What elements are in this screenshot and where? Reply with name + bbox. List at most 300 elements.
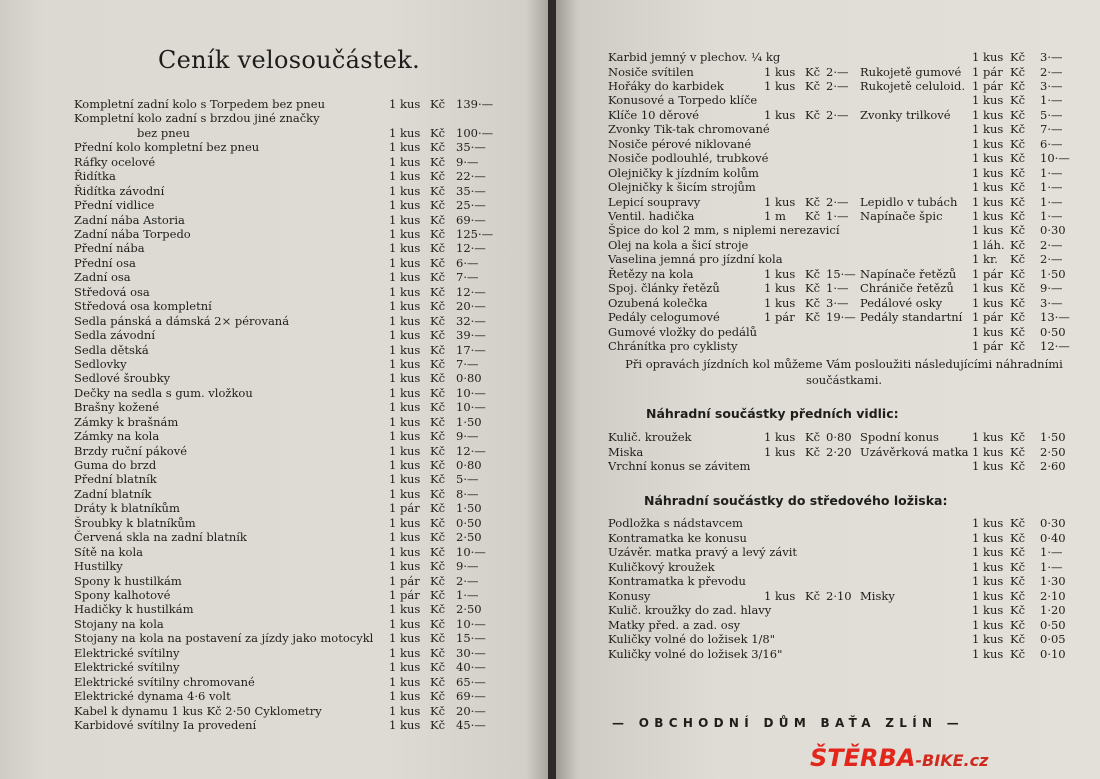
price-row <box>74 602 514 616</box>
watermark-part1: ŠTĚRBA <box>810 744 916 772</box>
item-price: 69·— <box>456 212 486 227</box>
item-price: 19·— <box>826 310 856 325</box>
item-price: 3·— <box>1040 50 1063 64</box>
item-quantity: 1 kus <box>389 328 421 342</box>
item-name: Guma do brzd <box>74 458 157 472</box>
item-name: Spoj. články řetězů <box>608 281 720 296</box>
item-currency: Kč <box>430 140 446 155</box>
item-price: 1·50 <box>1040 266 1066 281</box>
item-name: Nosiče pérové niklované <box>608 136 752 151</box>
price-row <box>608 79 1086 93</box>
item-currency: Kč <box>1010 281 1026 296</box>
price-row <box>74 140 514 154</box>
item-quantity: 1 kus <box>972 281 1004 296</box>
price-row <box>608 93 1086 107</box>
item-quantity: 1 kus <box>764 266 796 281</box>
item-price: 1·— <box>1040 559 1063 574</box>
item-name: Sedlovky <box>74 356 127 371</box>
price-row <box>74 328 514 342</box>
item-name: Dečky na sedla s gum. vložkou <box>74 385 253 400</box>
item-currency: Kč <box>430 125 446 140</box>
item-name: Sedla pánská a dámská 2× pérovaná <box>74 313 290 328</box>
item-name: Chrániče řetězů <box>860 281 954 296</box>
item-currency: Kč <box>1010 252 1026 267</box>
book-gutter <box>548 0 556 779</box>
item-currency: Kč <box>1010 324 1026 339</box>
item-price: 13·— <box>1040 310 1070 325</box>
item-name: Kontramatka k převodu <box>608 574 746 588</box>
price-row <box>608 137 1086 151</box>
item-currency: Kč <box>805 430 821 444</box>
item-price: 1·50 <box>456 414 482 429</box>
item-quantity: 1 kus <box>972 151 1004 166</box>
item-currency: Kč <box>805 208 821 223</box>
item-quantity: 1 kus <box>972 136 1004 151</box>
price-row <box>608 516 1086 530</box>
item-currency: Kč <box>430 212 446 227</box>
price-row <box>608 151 1086 165</box>
price-row <box>74 516 514 530</box>
price-row <box>608 647 1086 661</box>
price-row <box>608 325 1086 339</box>
item-currency: Kč <box>1010 50 1026 64</box>
item-price: 69·— <box>456 689 486 703</box>
item-name: Elektrické dynama 4·6 volt <box>74 689 231 703</box>
item-quantity: 1 kus <box>972 93 1004 108</box>
item-currency: Kč <box>805 444 821 459</box>
item-price: 12·— <box>456 443 486 458</box>
price-row <box>74 545 514 559</box>
item-quantity: 1 kus <box>389 703 421 718</box>
item-name: Sítě na kola <box>74 544 143 559</box>
price-row <box>74 184 514 198</box>
price-row <box>608 445 1086 459</box>
item-currency: Kč <box>430 703 446 718</box>
item-name: Podložka s nádstavcem <box>608 516 743 530</box>
item-quantity: 1 kus <box>389 544 421 559</box>
item-name: Chránítka pro cyklisty <box>608 339 738 353</box>
item-quantity: 1 kus <box>972 295 1004 310</box>
item-quantity: 1 kus <box>972 180 1004 194</box>
item-currency: Kč <box>430 573 446 588</box>
item-currency: Kč <box>1010 603 1026 617</box>
item-currency: Kč <box>805 588 821 603</box>
item-name: Spony kalhotové <box>74 588 171 602</box>
item-price: 20·— <box>456 299 486 314</box>
item-name: Přední osa <box>74 255 136 270</box>
item-price: 6·— <box>456 255 479 270</box>
item-price: 3·— <box>826 295 849 310</box>
item-quantity: 1 kus <box>764 64 796 79</box>
item-quantity: 1 kus <box>972 530 1004 545</box>
item-quantity: 1 kus <box>389 125 421 140</box>
item-price: 7·— <box>456 356 479 371</box>
price-row <box>74 588 514 602</box>
item-price: 0·10 <box>1040 646 1066 661</box>
item-name: Kompletní kolo zadní s brzdou jiné značky <box>74 111 320 126</box>
price-row <box>74 559 514 573</box>
item-quantity: 1 kus <box>972 632 1004 646</box>
item-currency: Kč <box>430 313 446 328</box>
item-price: 2·— <box>826 194 849 209</box>
item-quantity: 1 kus <box>389 414 421 429</box>
item-name: Pedály standartní <box>860 310 963 325</box>
item-price: 10·— <box>456 400 486 415</box>
item-currency: Kč <box>1010 122 1026 137</box>
item-quantity: 1 kus <box>764 194 796 209</box>
price-row <box>608 632 1086 646</box>
item-price: 0·40 <box>1040 530 1066 545</box>
item-currency: Kč <box>430 328 446 342</box>
item-name: Karbid jemný v plechov. ¼ kg <box>608 50 781 64</box>
item-currency: Kč <box>430 169 446 184</box>
item-currency: Kč <box>1010 632 1026 646</box>
price-row <box>74 444 514 458</box>
item-name: Konusy <box>608 588 651 603</box>
section-heading-front-fork: Náhradní součástky předních vidlic: <box>646 406 899 421</box>
item-price: 1·— <box>1040 208 1063 223</box>
item-name: Řidítka závodní <box>74 183 165 198</box>
price-row <box>74 689 514 703</box>
item-name: Kuličky volné do ložisek 1/8" <box>608 632 776 646</box>
item-price: 1·— <box>826 281 849 296</box>
item-price: 2·— <box>826 107 849 122</box>
item-price: 10·— <box>456 385 486 400</box>
item-name: Vaselina jemná pro jízdní kola <box>608 252 783 267</box>
item-currency: Kč <box>430 486 446 501</box>
item-name: Elektrické svítilny chromované <box>74 674 255 689</box>
item-quantity: 1 kus <box>389 313 421 328</box>
item-price: 2·10 <box>826 588 852 603</box>
price-row <box>74 357 514 371</box>
item-quantity: 1 kus <box>972 430 1004 444</box>
item-currency: Kč <box>430 515 446 530</box>
item-quantity: 1 kus <box>389 631 421 646</box>
item-name: Pedálové osky <box>860 295 943 310</box>
item-price: 40·— <box>456 660 486 675</box>
item-price: 0·50 <box>456 515 482 530</box>
item-price: 17·— <box>456 342 486 357</box>
price-row <box>74 213 514 227</box>
item-price: 35·— <box>456 183 486 198</box>
item-quantity: 1 kus <box>972 588 1004 603</box>
item-currency: Kč <box>805 266 821 281</box>
item-quantity: 1 kus <box>389 717 421 732</box>
item-currency: Kč <box>1010 136 1026 151</box>
item-quantity: 1 kus <box>389 660 421 675</box>
item-price: 0·80 <box>456 458 482 472</box>
price-row <box>608 252 1086 266</box>
item-currency: Kč <box>1010 266 1026 281</box>
item-quantity: 1 kus <box>972 107 1004 122</box>
item-currency: Kč <box>430 154 446 169</box>
price-row <box>74 487 514 501</box>
item-quantity: 1 kus <box>764 281 796 296</box>
item-quantity: 1 kus <box>972 617 1004 632</box>
item-name: Hořáky do karbidek <box>608 78 724 93</box>
price-row <box>608 108 1086 122</box>
item-quantity: 1 pár <box>972 339 1003 353</box>
item-currency: Kč <box>430 400 446 415</box>
item-price: 30·— <box>456 645 486 660</box>
item-currency: Kč <box>430 97 446 111</box>
item-currency: Kč <box>430 183 446 198</box>
item-name: Elektrické svítilny <box>74 660 180 675</box>
item-name: Kabel k dynamu 1 kus Kč 2·50 Cyklometry <box>74 703 322 718</box>
item-price: 2·50 <box>1040 444 1066 459</box>
price-row <box>74 386 514 400</box>
item-quantity: 1 pár <box>972 64 1003 79</box>
item-price: 125·— <box>456 227 494 241</box>
item-name: Vrchní konus se závitem <box>608 459 751 473</box>
price-row <box>608 281 1086 295</box>
item-price: 2·— <box>826 78 849 93</box>
price-row <box>608 545 1086 559</box>
item-price: 7·— <box>456 270 479 285</box>
item-price: 22·— <box>456 169 486 184</box>
item-price: 1·20 <box>1040 603 1066 617</box>
item-currency: Kč <box>430 602 446 617</box>
item-price: 2·10 <box>1040 588 1066 603</box>
price-row <box>74 458 514 472</box>
item-quantity: 1 kus <box>389 241 421 256</box>
price-row <box>74 704 514 718</box>
item-price: 2·— <box>826 64 849 79</box>
item-price: 0·05 <box>1040 632 1066 646</box>
item-currency: Kč <box>1010 617 1026 632</box>
item-quantity: 1 kus <box>764 430 796 444</box>
item-currency: Kč <box>430 284 446 299</box>
watermark-logo <box>810 744 988 772</box>
item-currency: Kč <box>430 717 446 732</box>
price-row <box>608 65 1086 79</box>
item-name: Hustilky <box>74 559 123 574</box>
item-price: 65·— <box>456 674 486 689</box>
item-price: 5·— <box>1040 107 1063 122</box>
item-quantity: 1 kus <box>389 602 421 617</box>
item-currency: Kč <box>1010 180 1026 194</box>
item-currency: Kč <box>1010 208 1026 223</box>
item-price: 10·— <box>456 616 486 631</box>
price-row <box>74 660 514 674</box>
item-quantity: 1 kus <box>389 97 421 111</box>
item-price: 10·— <box>456 544 486 559</box>
item-quantity: 1 kus <box>972 223 1004 238</box>
item-name: Uzávěrková matka <box>860 444 969 459</box>
item-name: Zámky na kola <box>74 429 160 444</box>
item-currency: Kč <box>805 310 821 325</box>
item-currency: Kč <box>430 356 446 371</box>
item-name: Kontramatka ke konusu <box>608 530 747 545</box>
item-currency: Kč <box>1010 545 1026 559</box>
item-name: Sedla závodní <box>74 328 156 342</box>
item-currency: Kč <box>1010 444 1026 459</box>
item-quantity: 1 kus <box>972 459 1004 473</box>
price-row <box>74 314 514 328</box>
item-price: 15·— <box>826 266 856 281</box>
price-row <box>74 530 514 544</box>
item-price: 1·50 <box>456 501 482 516</box>
item-currency: Kč <box>430 255 446 270</box>
item-name: Elektrické svítilny <box>74 645 180 660</box>
price-row <box>608 50 1086 64</box>
item-price: 0·30 <box>1040 223 1066 238</box>
item-quantity: 1 kus <box>389 616 421 631</box>
item-currency: Kč <box>805 194 821 209</box>
price-row <box>74 169 514 183</box>
item-name: Zvonky trilkové <box>860 107 951 122</box>
item-currency: Kč <box>430 660 446 675</box>
item-currency: Kč <box>430 198 446 213</box>
item-name: Zadní nába Astoria <box>74 212 185 227</box>
item-quantity: 1 kus <box>389 227 421 241</box>
item-name: Matky před. a zad. osy <box>608 617 741 632</box>
item-quantity: 1 kus <box>764 588 796 603</box>
price-row <box>74 675 514 689</box>
item-quantity: 1 kus <box>972 444 1004 459</box>
price-row <box>74 155 514 169</box>
item-price: 3·— <box>1040 295 1063 310</box>
item-price: 2·— <box>1040 252 1063 267</box>
item-price: 0·50 <box>1040 617 1066 632</box>
price-row <box>74 631 514 645</box>
item-currency: Kč <box>430 588 446 602</box>
item-quantity: 1 kus <box>972 208 1004 223</box>
item-currency: Kč <box>430 616 446 631</box>
price-row <box>608 574 1086 588</box>
item-currency: Kč <box>1010 339 1026 353</box>
item-currency: Kč <box>430 429 446 444</box>
item-currency: Kč <box>430 689 446 703</box>
price-row <box>608 238 1086 252</box>
price-row <box>608 180 1086 194</box>
item-quantity: 1 kus <box>389 284 421 299</box>
item-currency: Kč <box>430 501 446 516</box>
item-quantity: 1 kus <box>389 356 421 371</box>
item-quantity: 1 kus <box>389 472 421 487</box>
item-quantity: 1 pár <box>389 501 420 516</box>
item-currency: Kč <box>1010 93 1026 108</box>
item-name: Středová osa kompletní <box>74 299 212 314</box>
price-row <box>74 501 514 515</box>
item-price: 1·50 <box>1040 430 1066 444</box>
item-price: 12·— <box>1040 339 1070 353</box>
item-currency: Kč <box>1010 588 1026 603</box>
item-currency: Kč <box>1010 295 1026 310</box>
left-page <box>0 0 548 779</box>
item-name: Zámky k brašnám <box>74 414 179 429</box>
item-price: 15·— <box>456 631 486 646</box>
price-row <box>74 371 514 385</box>
item-price: 5·— <box>456 472 479 487</box>
item-quantity: 1 kus <box>389 689 421 703</box>
item-name: Zadní osa <box>74 270 131 285</box>
price-row <box>74 241 514 255</box>
item-price: 1·— <box>1040 545 1063 559</box>
item-name: Lepidlo v tubách <box>860 194 958 209</box>
item-currency: Kč <box>1010 237 1026 252</box>
item-quantity: 1 kus <box>389 255 421 270</box>
item-quantity: 1 pár <box>389 588 420 602</box>
item-price: 1·— <box>826 208 849 223</box>
item-price: 6·— <box>1040 136 1063 151</box>
price-row <box>137 126 548 140</box>
item-currency: Kč <box>1010 223 1026 238</box>
item-name: Rukojetě celuloid. <box>860 78 966 93</box>
item-price: 9·— <box>456 429 479 444</box>
item-name: Přední kolo kompletní bez pneu <box>74 140 260 155</box>
item-price: 0·50 <box>1040 324 1066 339</box>
price-row <box>74 285 514 299</box>
item-name: Spony k hustilkám <box>74 573 182 588</box>
item-quantity: 1 kus <box>972 194 1004 209</box>
price-row <box>608 560 1086 574</box>
price-row <box>608 618 1086 632</box>
item-quantity: 1 kus <box>389 400 421 415</box>
item-name: Šroubky k blatníkům <box>74 515 196 530</box>
item-price: 2·— <box>456 573 479 588</box>
item-price: 8·— <box>456 486 479 501</box>
item-name: Sedlové šroubky <box>74 371 171 386</box>
price-row <box>608 209 1086 223</box>
item-currency: Kč <box>1010 64 1026 79</box>
price-row <box>74 429 514 443</box>
item-currency: Kč <box>430 385 446 400</box>
item-quantity: 1 kus <box>389 559 421 574</box>
price-row <box>608 166 1086 180</box>
item-price: 2·— <box>1040 64 1063 79</box>
item-name: Nosiče podlouhlé, trubkové <box>608 151 769 166</box>
item-currency: Kč <box>430 342 446 357</box>
item-currency: Kč <box>1010 574 1026 588</box>
item-price: 45·— <box>456 717 486 732</box>
item-currency: Kč <box>1010 530 1026 545</box>
item-name: Kulič. kroužky do zad. hlavy <box>608 603 772 617</box>
section-heading-bottom-bracket: Náhradní součástky do středového ložiska: <box>644 493 948 508</box>
price-row <box>74 617 514 631</box>
item-price: 9·— <box>456 154 479 169</box>
item-currency: Kč <box>430 544 446 559</box>
item-price: 3·— <box>1040 78 1063 93</box>
item-price: 20·— <box>456 703 486 718</box>
item-name: Červená skla na zadní blatník <box>74 530 247 545</box>
price-row <box>74 111 514 125</box>
item-quantity: 1 kus <box>389 486 421 501</box>
item-quantity: 1 kus <box>389 530 421 545</box>
item-name: Přední vidlice <box>74 198 155 213</box>
item-price: 2·— <box>1040 237 1063 252</box>
item-price: 35·— <box>456 140 486 155</box>
item-price: 10·— <box>1040 151 1070 166</box>
item-name: Přední blatník <box>74 472 157 487</box>
price-row <box>608 310 1086 324</box>
price-row <box>608 296 1086 310</box>
item-currency: Kč <box>1010 78 1026 93</box>
price-row <box>608 122 1086 136</box>
item-quantity: 1 kr. <box>972 252 998 267</box>
item-currency: Kč <box>430 674 446 689</box>
item-currency: Kč <box>430 270 446 285</box>
item-quantity: 1 kus <box>764 78 796 93</box>
item-quantity: 1 kus <box>972 545 1004 559</box>
item-quantity: 1 pár <box>764 310 795 325</box>
item-quantity: 1 kus <box>764 107 796 122</box>
page-title: Ceník velosoučástek. <box>158 46 421 74</box>
item-quantity: 1 kus <box>389 429 421 444</box>
item-quantity: 1 kus <box>764 444 796 459</box>
item-quantity: 1 kus <box>389 183 421 198</box>
watermark-part2: -BIKE.cz <box>915 751 989 770</box>
